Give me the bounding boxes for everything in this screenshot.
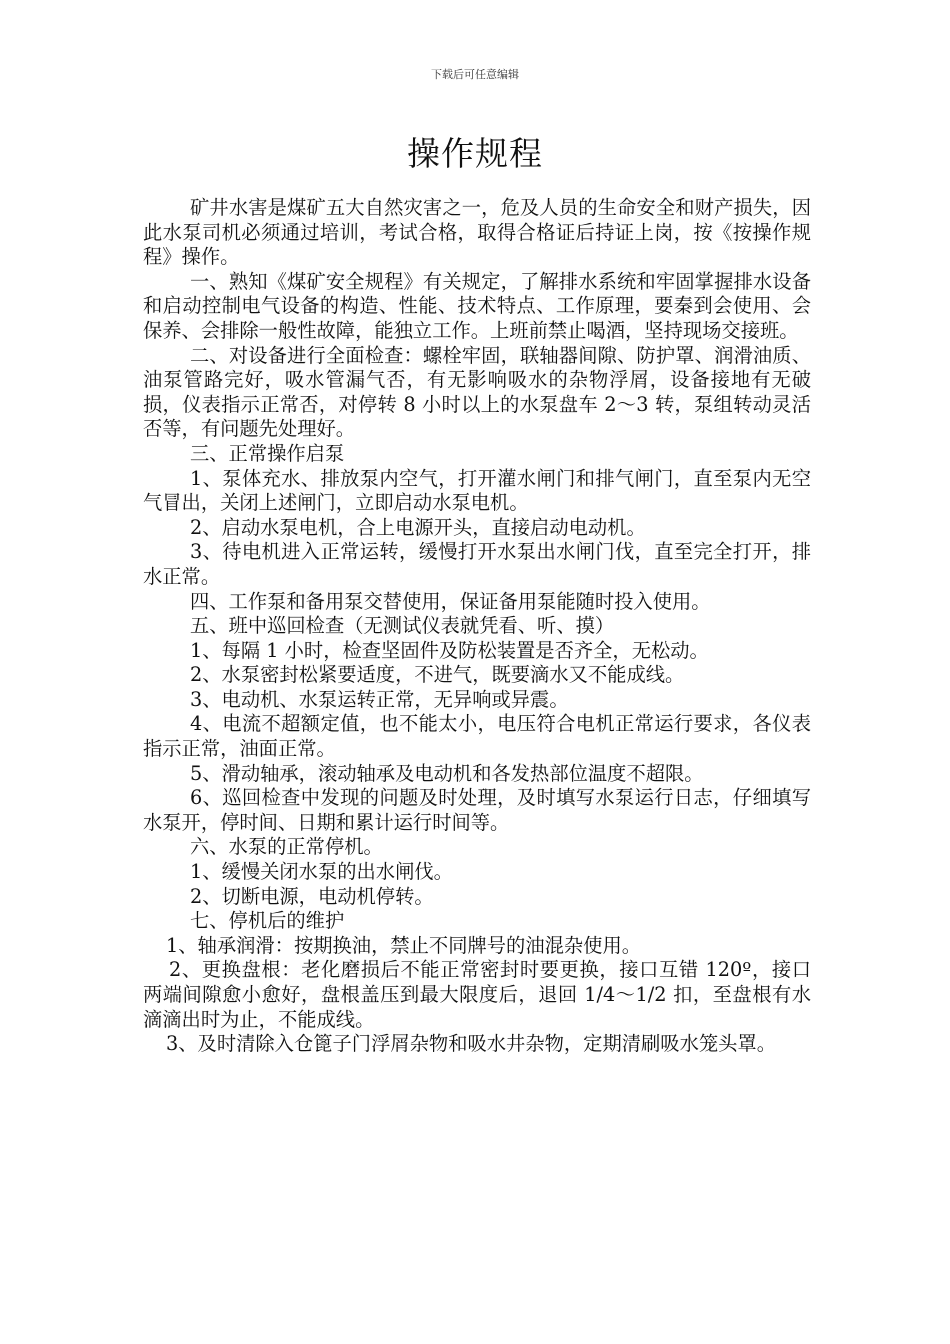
paragraph-item: 2、更换盘根：老化磨损后不能正常密封时要更换，接口互错 120º，接口两端间隙愈小愈好，盘根盖压到最大限度后，退回 1/4～1/2 扣，至盘根有水滴滴出时为止，不能成线。 bbox=[143, 958, 811, 1031]
document-body bbox=[143, 196, 811, 1057]
paragraph-section-2: 二、对设备进行全面检查：螺栓牢固，联轴器间隙、防护罩、润滑油质、油泵管路完好，吸水管漏气否，有无影响吸水的杂物浮屑，设备接地有无破损，仪表指示正常否，对停转 8 小时以上的水泵盘车 2～3 转，泵组转动灵活否等，有问题先处理好。 bbox=[143, 343, 811, 441]
paragraph-item: 3、及时清除入仓篦子门浮屑杂物和吸水井杂物，定期清刷吸水笼头罩。 bbox=[166, 1032, 776, 1056]
paragraph-item: 6、巡回检查中发现的问题及时处理，及时填写水泵运行日志，仔细填写水泵开，停时间、日期和累计运行时间等。 bbox=[143, 786, 811, 834]
paragraph-item: 1、轴承润滑：按期换油，禁止不同牌号的油混杂使用。 bbox=[166, 933, 642, 957]
paragraph-section-6-heading: 六、水泵的正常停机。 bbox=[190, 835, 383, 859]
paragraph-item: 2、切断电源，电动机停转。 bbox=[190, 884, 434, 908]
paragraph-section-3-heading: 三、正常操作启泵 bbox=[190, 441, 345, 465]
paragraph-item: 4、电流不超额定值，也不能太小，电压符合电机正常运行要求，各仪表指示正常，油面正常。 bbox=[143, 712, 811, 761]
paragraph-item: 3、待电机进入正常运转，缓慢打开水泵出水闸门伐，直至完全打开，排水正常。 bbox=[143, 540, 811, 588]
page-header-note: 下载后可任意编辑 bbox=[431, 68, 519, 81]
paragraph-item: 1、每隔 1 小时，检查坚固件及防松装置是否齐全，无松动。 bbox=[190, 638, 709, 662]
paragraph-item: 2、水泵密封松紧要适度，不进气，既要滴水又不能成线。 bbox=[190, 663, 685, 687]
paragraph-section-4: 四、工作泵和备用泵交替使用，保证备用泵能随时投入使用。 bbox=[190, 589, 711, 613]
paragraph-section-1: 一、熟知《煤矿安全规程》有关规定，了解排水系统和牢固掌握排水设备和启动控制电气设备的构造、性能、技术特点、工作原理，要秦到会使用、会保养、会排除一般性故障，能独立工作。上班前禁止喝酒，坚持现场交接班。 bbox=[143, 269, 811, 342]
paragraph-item: 3、电动机、水泵运转正常，无异响或异震。 bbox=[190, 687, 569, 711]
paragraph-item: 1、缓慢关闭水泵的出水闸伐。 bbox=[190, 860, 453, 884]
paragraph-item: 2、启动水泵电机，合上电源开头，直接启动电动机。 bbox=[190, 515, 646, 539]
paragraph-item: 1、泵体充水、排放泵内空气，打开灌水闸门和排气闸门，直至泵内无空气冒出，关闭上述闸门，立即启动水泵电机。 bbox=[143, 466, 811, 515]
paragraph-item: 5、滑动轴承，滚动轴承及电动机和各发热部位温度不超限。 bbox=[190, 761, 704, 785]
paragraph-section-5-heading: 五、班中巡回检查（无测试仪表就凭看、听、摸） bbox=[190, 614, 615, 638]
document-title: 操作规程 bbox=[407, 134, 543, 173]
paragraph-section-7-heading: 七、停机后的维护 bbox=[190, 909, 345, 933]
paragraph-intro: 矿井水害是煤矿五大自然灾害之一，危及人员的生命安全和财产损失，因此水泵司机必须通过培训，考试合格，取得合格证后持证上岗，按《按操作规程》操作。 bbox=[143, 196, 811, 269]
